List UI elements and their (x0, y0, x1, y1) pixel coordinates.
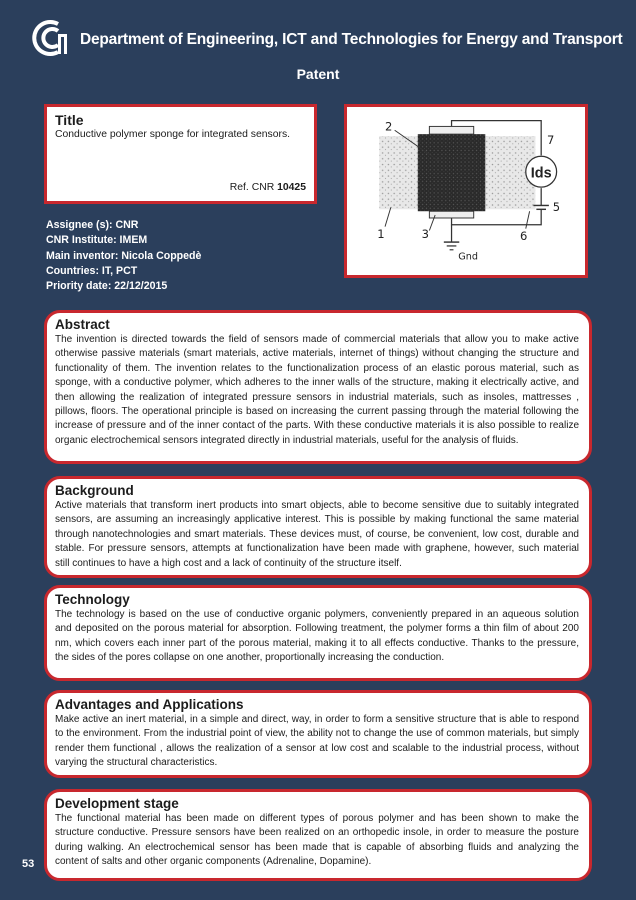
title-heading: Title (55, 112, 84, 128)
ids-label: Ids (530, 165, 552, 182)
ref-label: Ref. CNR (229, 182, 278, 193)
label-7: 7 (546, 132, 555, 147)
label-gnd: Gnd (458, 251, 478, 263)
background-section (44, 476, 592, 578)
figure-box (344, 104, 588, 278)
development-heading: Development stage (55, 796, 179, 811)
advantages-heading: Advantages and Applications (55, 697, 244, 712)
technology-section (44, 585, 592, 681)
priority-date: Priority date: 22/12/2015 (46, 280, 168, 293)
label-5: 5 (552, 200, 561, 215)
page-number: 53 (22, 858, 35, 870)
sensor-diagram (351, 111, 581, 271)
label-3: 3 (421, 227, 430, 242)
development-section (44, 789, 592, 881)
development-text: The functional material has been made on different types of porous polymer and has been shown to make the structure conductive. Pressure sensors have been realized on an orthopedic insole, in order to measure the posture during walking. An electrochemical sensor has been made that is capable of absorbing fluids and analyzing the content of salts and other organic components (Adrenaline, Dopamine). (55, 813, 579, 868)
title-box (44, 104, 317, 204)
patent-title: Conductive polymer sponge for integrated sensors. (55, 129, 291, 140)
reference (230, 182, 306, 193)
abstract-section (44, 310, 592, 464)
countries: Countries: IT, PCT (46, 264, 138, 277)
label-2: 2 (385, 119, 393, 134)
label-6: 6 (519, 229, 528, 244)
background-text: Active materials that transform inert products into smart objects, able to become sensitive due to suitably integrated sensors, are assuming an increasingly applicative interest. This is possible by making functional the same material through nanotechnologies and smart materials. These devices must, of course, be convenient, low cost, durable and stable. For pressure sensors, attempts at functionalization have been made with graphene, however, such material still continues to have a high cost and a lack of continuity of the structure itself. (55, 500, 579, 569)
conductive-sponge (418, 134, 485, 211)
top-electrode (429, 126, 473, 134)
assignee: Assignee (s): CNR (46, 219, 139, 231)
cnr-logo-icon (28, 20, 72, 56)
technology-heading: Technology (55, 592, 130, 607)
abstract-heading: Abstract (55, 317, 110, 332)
main-inventor: Main inventor: Nicola Coppedè (46, 249, 202, 262)
ref-number: 10425 (277, 182, 306, 193)
cnr-institute: CNR Institute: IMEM (46, 234, 148, 247)
advantages-text: Make active an inert material, in a simple and direct, way, in order to form a sensitive structure that is able to respond to the environment. From the industrial point of view, the ability not to change the use of common materials, but simply render them functional , allows the realization of a sensor at low cost and scalable to the industrial process, without varying the structural characteristics. (55, 714, 579, 769)
category-label: Patent (296, 66, 340, 82)
advantages-section (44, 690, 592, 778)
abstract-text: The invention is directed towards the field of sensors made of commercial materials that allow you to make active otherwise passive materials (smart materials, active materials, internet of things) without changing the structure and functionality of them. The invention relates to the functionalization process of an elastic porous material, such as sponge, with a conductive polymer, which adheres to the inner walls of the structure, making it electrically active, and then allowing the realization of integrated pressure sensors in industrial materials, such as insoles, mattresses , pillows, floors. The operational principle is based on increasing the current passing through the material following the increase of pressure and of the inner contact of the parts. With these conductive materials it is also possible to realize organic electrochemical sensors integrated directly in industrial materials, useful for the analysis of fluids. (55, 334, 579, 446)
technology-text: The technology is based on the use of conductive organic polymers, conveniently prepared in an aqueous solution and deposited on the porous material for absorption. Following treatment, the polymer forms a thin film of about 200 nm, which covers each inner part of the porous material, making it to all effects conductive. Thanks to the pressure, the sides of the pores collapse on one another, proportionally increasing the conduction. (55, 609, 579, 664)
bottom-electrode (429, 211, 473, 218)
label-1: 1 (377, 227, 385, 242)
department-title: Department of Engineering, ICT and Technologies for Energy and Transport (80, 31, 623, 48)
patent-info (46, 218, 201, 294)
background-heading: Background (55, 483, 134, 498)
